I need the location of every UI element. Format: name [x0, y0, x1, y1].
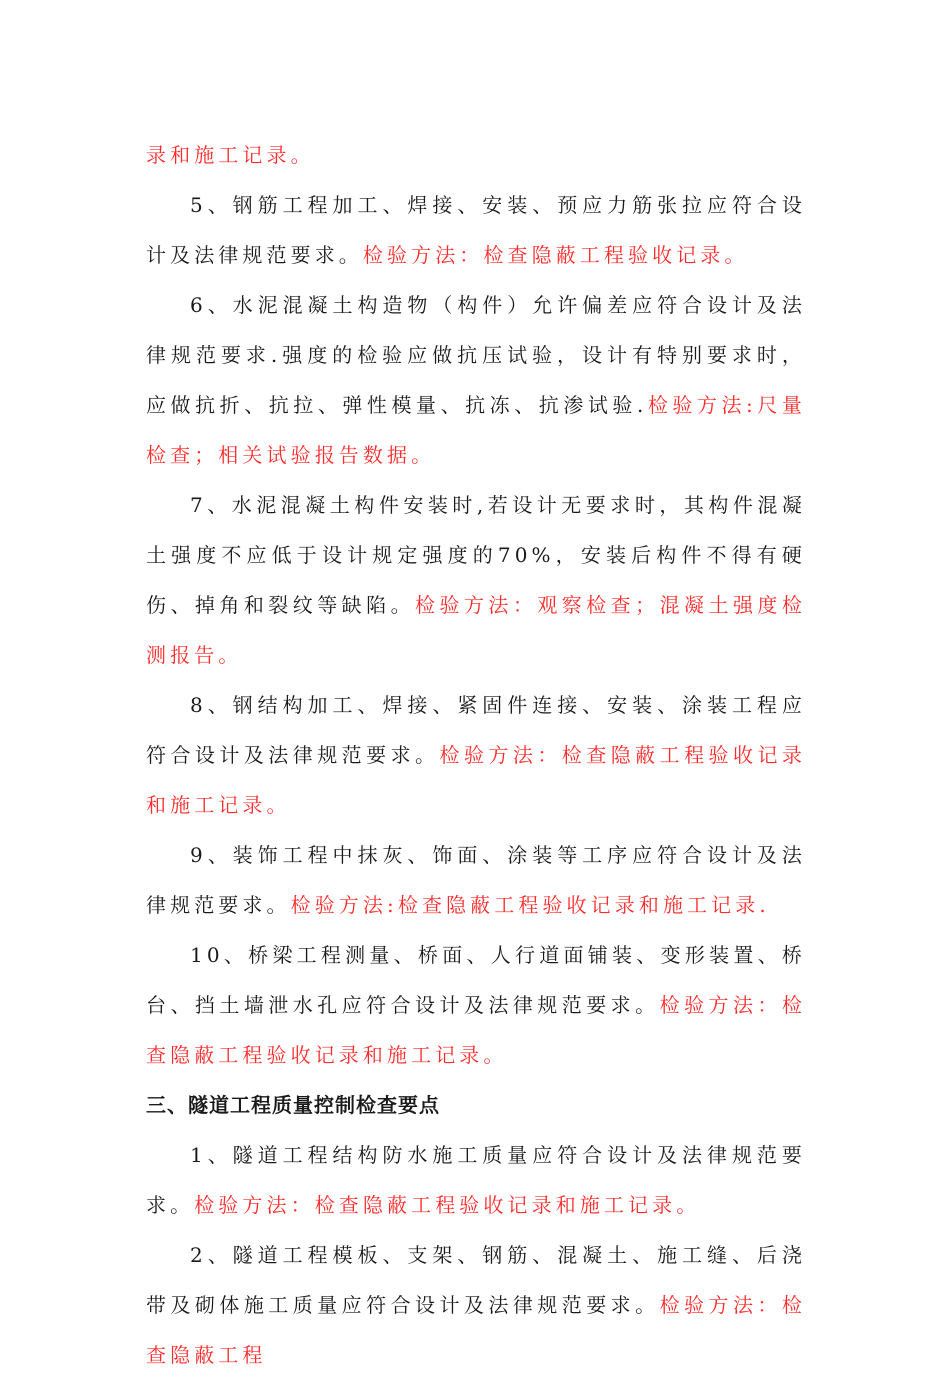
section-paragraph-item-2: [146, 1230, 806, 1380]
inspection-method: 检验方法：检查隐蔽工程验收记录和施工记录。: [194, 1193, 701, 1217]
paragraph-text: 9、装饰工程中抹灰、饰面、涂装等工序应符合设计及法律规范要求。: [146, 843, 806, 917]
section-paragraph-item-1: [146, 1130, 806, 1230]
inspection-method: 检验方法:检查隐蔽工程验收记录和施工记录.: [290, 893, 770, 917]
inspection-method: 检验方法：检查隐蔽工程验收记录和施工记录。: [146, 993, 806, 1067]
inspection-method: 检验方法：观察检查；混凝土强度检测报告。: [146, 593, 806, 667]
paragraph-text: 7、水泥混凝土构件安装时,若设计无要求时，其构件混凝土强度不应低于设计规定强度的70%，安装后构件不得有硬伤、掉角和裂纹等缺陷。: [146, 493, 806, 617]
paragraph-text: 10、桥梁工程测量、桥面、人行道面铺装、变形装置、桥台、挡土墙泄水孔应符合设计及法律规范要求。: [146, 943, 806, 1017]
section-heading: 三、隧道工程质量控制检查要点: [146, 1093, 440, 1117]
paragraph-item-5: [146, 180, 806, 280]
paragraph-text: 6、水泥混凝土构造物（构件）允许偏差应符合设计及法律规范要求.强度的检验应做抗压试验，设计有特别要求时，应做抗折、抗拉、弹性模量、抗冻、抗渗试验.: [146, 293, 806, 417]
paragraph-text: 1、隧道工程结构防水施工质量应符合设计及法律规范要求。: [146, 1143, 806, 1217]
inspection-method: 录和施工记录。: [146, 143, 315, 167]
inspection-method: 检验方法：检查隐蔽工程验收记录。: [362, 243, 749, 267]
paragraph-item-9: [146, 830, 806, 930]
inspection-method: 检验方法:尺量检查；相关试验报告数据。: [146, 393, 806, 467]
paragraph-item-8: [146, 680, 806, 830]
paragraph-continued: [146, 130, 806, 180]
paragraph-text: 5、钢筋工程加工、焊接、安装、预应力筋张拉应符合设计及法律规范要求。: [146, 193, 806, 267]
paragraph-item-10: [146, 930, 806, 1080]
inspection-method: 检验方法：检查隐蔽工程: [146, 1293, 806, 1367]
paragraph-item-7: [146, 480, 806, 680]
paragraph-text: 2、隧道工程模板、支架、钢筋、混凝土、施工缝、后浇带及砌体施工质量应符合设计及法律规范要求。: [146, 1243, 806, 1317]
paragraph-text: 8、钢结构加工、焊接、紧固件连接、安装、涂装工程应符合设计及法律规范要求。: [146, 693, 806, 767]
paragraph-item-6: [146, 280, 806, 480]
inspection-method: 检验方法：检查隐蔽工程验收记录和施工记录。: [146, 743, 807, 817]
page-body: [146, 130, 806, 1380]
